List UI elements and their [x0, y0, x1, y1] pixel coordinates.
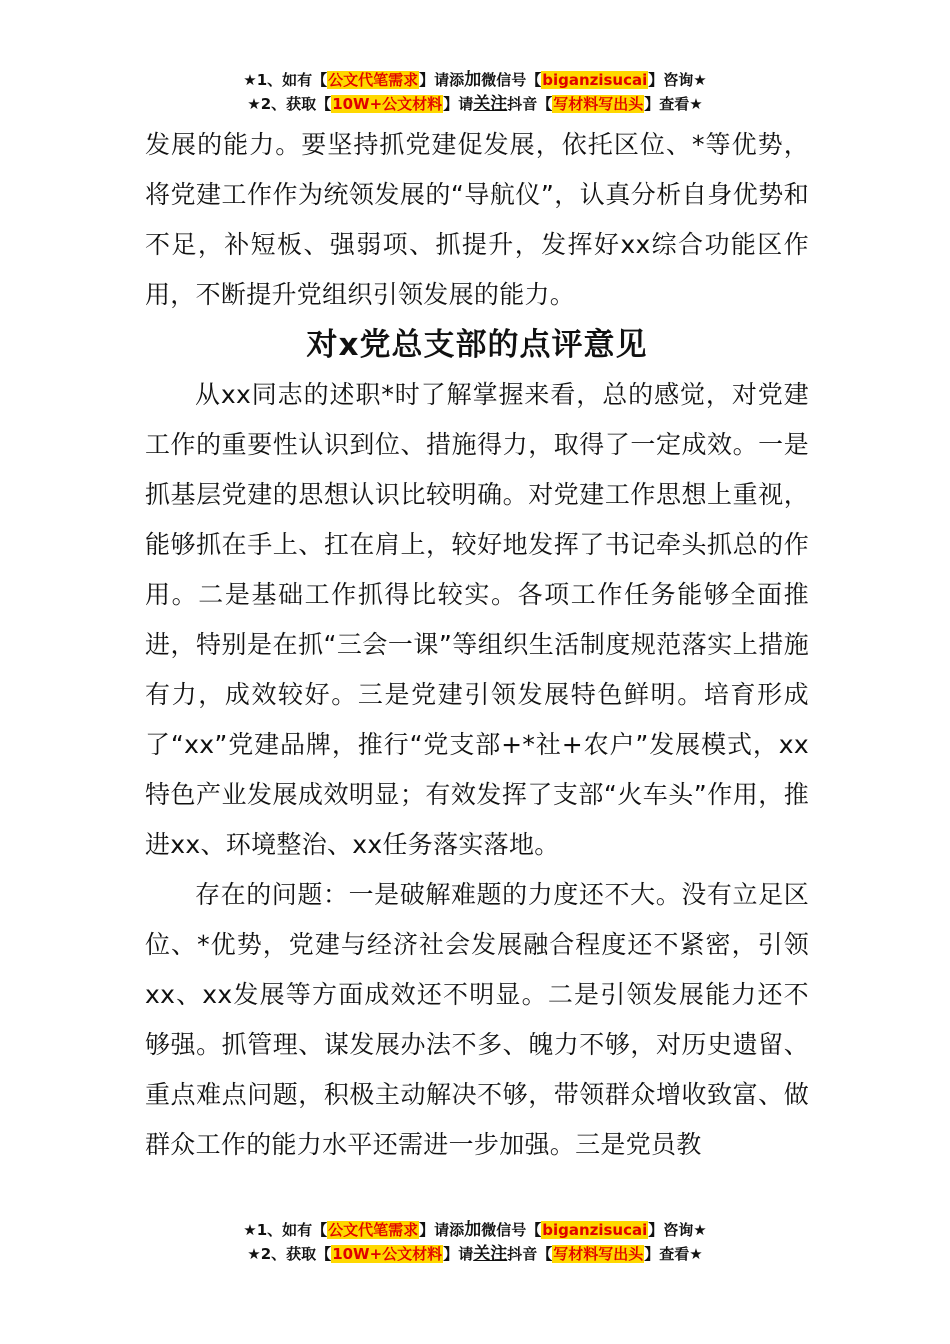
promo-text: 微信号【	[481, 1221, 542, 1239]
promo-text: ★1、如有【	[243, 1221, 328, 1239]
promo-line-2	[0, 1242, 950, 1266]
promo-highlight: 10W+公文材料	[332, 1245, 443, 1263]
promo-emphasis: 加	[464, 1220, 482, 1240]
promo-highlight: 公文代笔需求	[328, 71, 419, 89]
promo-highlight: 10W+公文材料	[332, 95, 443, 113]
promo-text: 】请	[443, 1245, 474, 1263]
paragraph-problems: 存在的问题：一是破解难题的力度还不大。没有立足区位、*优势，党建与经济社会发展融合程度还不紧密，引领xx、xx发展等方面成效还不明显。二是引领发展能力还不够强。抓管理、谋发展办法不多、魄力不够，对历史遗留、重点难点问题，积极主动解决不够，带领群众增收致富、做群众工作的能力水平还需进一步加强。三是党员教	[145, 880, 809, 1159]
promo-text: ★2、获取【	[247, 1245, 332, 1263]
promo-line-1	[0, 1218, 950, 1242]
promo-emphasis: 关注	[473, 1244, 508, 1264]
promo-highlight: 写材料写出头	[553, 95, 644, 113]
header-promo-banner	[0, 68, 950, 116]
promo-text: 】请添	[419, 1221, 465, 1239]
promo-text: 抖音【	[507, 1245, 553, 1263]
section-title: 对x党总支部的点评意见	[306, 327, 648, 363]
promo-text: 】咨询★	[648, 71, 707, 89]
promo-line-1	[0, 68, 950, 92]
paragraph-continuation: 发展的能力。要坚持抓党建促发展，依托区位、*等优势，将党建工作作为统领发展的“导航仪”，认真分析自身优势和不足，补短板、强弱项、抓提升，发挥好xx综合功能区作用，不断提升党组织引领发展的能力。	[145, 130, 809, 309]
paragraph-assessment: 从xx同志的述职*时了解掌握来看，总的感觉，对党建工作的重要性认识到位、措施得力，取得了一定成效。一是抓基层党建的思想认识比较明确。对党建工作思想上重视，能够抓在手上、扛在肩上，较好地发挥了书记牵头抓总的作用。二是基础工作抓得比较实。各项工作任务能够全面推进，特别是在抓“三会一课”等组织生活制度规范落实上措施有力，成效较好。三是党建引领发展特色鲜明。培育形成了“xx”党建品牌，推行“党支部+*社+农户”发展模式，xx特色产业发展成效明显；有效发挥了支部“火车头”作用，推进xx、环境整治、xx任务落实落地。	[145, 380, 809, 859]
promo-emphasis: 加	[464, 70, 482, 90]
footer-promo-banner	[0, 1218, 950, 1266]
promo-text: 】查看★	[644, 95, 703, 113]
promo-text: 】请添	[419, 71, 465, 89]
promo-text: ★1、如有【	[243, 71, 328, 89]
promo-highlight: 公文代笔需求	[328, 1221, 419, 1239]
promo-text: 】请	[443, 95, 474, 113]
promo-highlight: biganzisucai	[542, 71, 648, 89]
promo-emphasis: 关注	[473, 94, 508, 114]
document-body	[145, 120, 809, 1170]
promo-text: ★2、获取【	[247, 95, 332, 113]
promo-line-2	[0, 92, 950, 116]
promo-text: 】查看★	[644, 1245, 703, 1263]
promo-highlight: 写材料写出头	[553, 1245, 644, 1263]
promo-text: 】咨询★	[648, 1221, 707, 1239]
promo-text: 微信号【	[481, 71, 542, 89]
promo-highlight: biganzisucai	[542, 1221, 648, 1239]
promo-text: 抖音【	[507, 95, 553, 113]
